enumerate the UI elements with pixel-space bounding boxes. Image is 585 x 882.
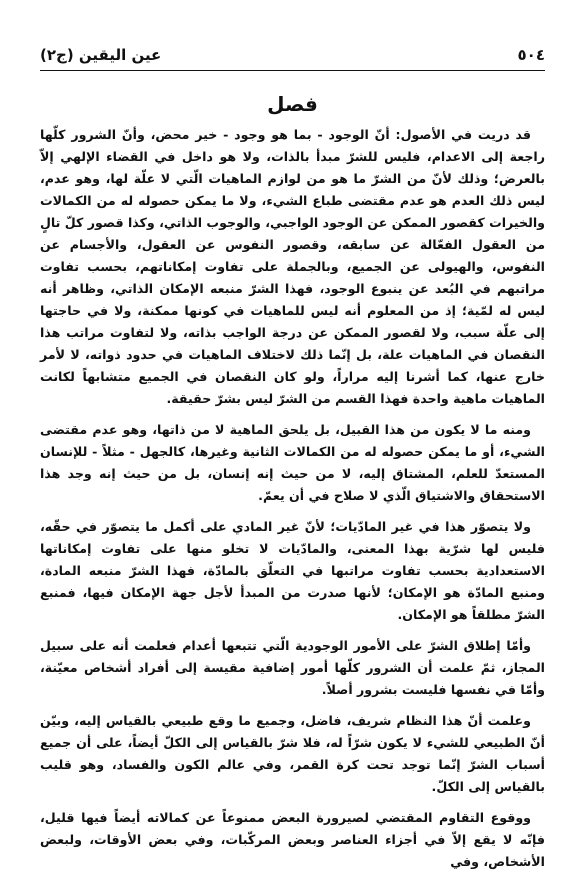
header-divider bbox=[40, 70, 545, 71]
body-text bbox=[40, 124, 545, 882]
paragraph: قد دريت في الأصول: أنّ الوجود - بما هو وجود - خير محض، وأنّ الشرور كلّها راجعة إلى الاعدام، فليس للشرّ مبدأ بالذات، ولا هو داخل في القضاء الإلهي إلاّ بالعرض؛ وذلك لأنّ من الشرّ ما هو من لوازم الماهيات الّتي لا علّة لها، وهو عدم، ليس ذلك العدم هو عدم مقتضى طباع الشيء، ولا ما يمكن حصوله له من الكمالات والخيرات كقصور الممكن عن الوجود الواجبي، والوجوب الذاتي، وكذا قصور كلّ تالٍ من العقول الفعّالة عن سابقه، وقصور النفوس عن العقول، والأجسام عن النفوس، والهيولى عن الجميع، وبالجملة على تفاوت إمكاناتهم، بحسب تفاوت مراتبهم في البُعد عن ينبوع الوجود، فهذا الشرّ منبعه الإمكان الذاتي، وظاهر أنه ليس له لمّية؛ إذ من المعلوم أنه ليس للماهيات في كونها ممكنة، ولا في حاجتها إلى علّة سبب، ولا لقصور الممكن عن درجة الواجب بذاته، ولا لتفاوت مراتب هذا النقصان في الماهيات علة، بل إنّما ذلك لاختلاف الماهيات في حدود ذواته، لا لأمر خارج عنها، كما أشرنا إليه مراراً، ولو كان النقصان في الجميع متشابهاً لكانت الماهيات ماهية واحدة فهذا القسم من الشرّ ليس بشرّ حقيقة. bbox=[40, 127, 545, 406]
paragraph: وعلمت أنّ هذا النظام شريف، فاضل، وجميع ما وقع طبيعي بالقياس إليه، وبيّن أنّ الطبيعي للشيء لا يكون شرّاً له، فلا شرّ بالقياس إلى الكلّ أيضاً، على أن جميع أسباب الشرّ إنّما توجد تحت كرة القمر، وفي عالم الكون والفساد، وهو قليب بالقياس إلى الكلّ. bbox=[40, 713, 545, 794]
book-title: عين اليقين (ج٢) bbox=[40, 46, 162, 64]
paragraph: ولا يتصوّر هذا في غير المادّيات؛ لأنّ غير المادي على أكمل ما يتصوّر في حقّه، فليس لها شرّية بهذا المعنى، والمادّيات لا تخلو منها على تفاوت إمكاناتها الاستعدادية بحسب تفاوت مراتبها في التعلّق بالمادّة، فهذا الشرّ منبعه المادة، ومنبع المادّة هو الإمكان؛ لأنها صدرت من المبدأ لأجل جهة الإمكان فيها، فمنبع الشرّ مطلقاً هو الإمكان. bbox=[40, 519, 545, 622]
page-number: ٥٠٤ bbox=[517, 46, 545, 64]
paragraph: ووقوع التقاوم المقتضي لصيرورة البعض ممنوعاً عن كمالاته أيضاً فيها قليل، فإنّه لا يقع إلاّ في أجزاء العناصر وبعض المركّبات، وفي بعض الأوقات، ولبعض الأشخاص، وفي bbox=[40, 810, 545, 869]
section-title: فصل bbox=[267, 92, 318, 116]
paragraph: ومنه ما لا يكون من هذا القبيل، بل يلحق الماهية لا من ذاتها، وهو عدم مقتضى الشيء، أو ما يمكن حصوله له من الكمالات الثانية وغيرها، كالجهل - مثلاً - للإنسان المستعدّ للعلم، المشتاق إليه، لا من حيث إنه إنسان، بل من حيث إنه وجد هذا الاستحقاق والاشتياق الّذي لا صلاح في أن يعمّ. bbox=[40, 422, 545, 503]
running-header bbox=[40, 46, 545, 64]
paragraph: وأمّا إطلاق الشرّ على الأمور الوجودية الّتي تتبعها أعدام فعلمت أنه على سبيل المجاز، ثمّ علمت أن الشرور كلّها أمور إضافية مقيسة إلى أفراد أشخاص معيّنة، وأمّا في نفسها فليست بشرور أصلاً. bbox=[40, 638, 545, 697]
